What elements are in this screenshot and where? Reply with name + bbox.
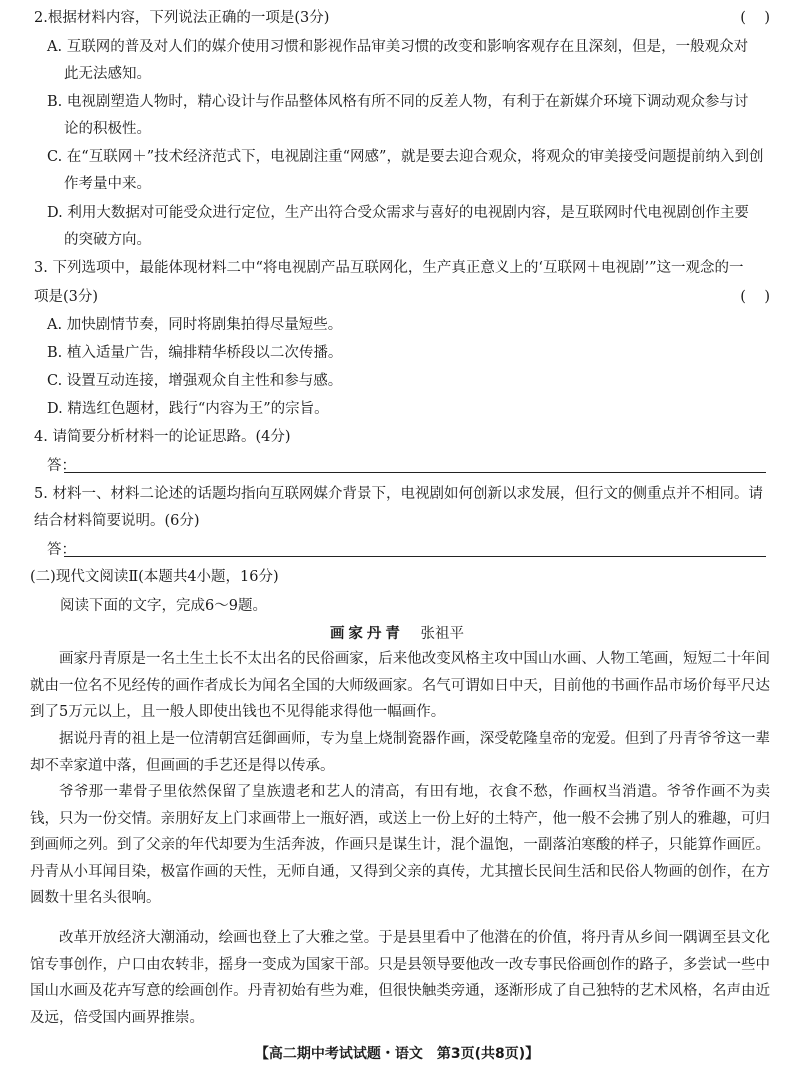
question-5-stem-line1: 5. 材料一、材料二论述的话题均指向互联网媒介背景下，电视剧如何创新以求发展，但行文的侧重点并不相同。请 <box>34 486 763 502</box>
section-2-instruction: 阅读下面的文字，完成6～9题。 <box>60 598 267 614</box>
article-paragraph-3: 爷爷那一辈骨子里依然保留了皇族遗老和艺人的清高，有田有地，衣食不愁，作画权当消遣。爷爷作画不为卖钱，只为一份交情。亲朋好友上门求画带上一瓶好酒，或送上一份上好的土特产，他一般不会拂了别人的雅趣，可归到画师之列。到了父亲的年代却要为生活奔波，作画只是谋生计，混个温饱，一副落泊寒酸的样子，只能算作画匠。丹青从小耳闻目染，极富作画的天性，无师自通，又得到父亲的真传，尤其擅长民间生活和民俗人物画的创作，在方圆数十里名头很响。 <box>30 784 770 907</box>
article-paragraph-4: 改革开放经济大潮涌动，绘画也登上了大雅之堂。于是县里看中了他潜在的价值，将丹青从乡间一隅调至县文化馆专事创作，户口由农转非，摇身一变成为国家干部。只是县领导要他改一改专事民俗画创作的路子，多尝试一些中国山水画及花卉写意的绘画创作。丹青初始有些为难，但很快触类旁通，逐渐形成了自己独特的艺术风格，名声由近及远，倍受国内画界推崇。 <box>30 930 770 1026</box>
q2-option-b-line1: B. 电视剧塑造人物时，精心设计与作品整体风格有所不同的反差人物，有利于在新媒介环境下调动观众参与讨 <box>47 94 749 110</box>
question-3-stem-line2 <box>34 287 770 307</box>
question-3-answer-bracket: ( ) <box>740 289 770 305</box>
page-footer: 【高二期中考试试题・语文 第3页(共8页)】 <box>254 1046 540 1062</box>
q3-option-a: A. 加快剧情节奏，同时将剧集拍得尽量短些。 <box>47 317 343 333</box>
question-5-answer-line[interactable] <box>64 556 766 557</box>
question-4-answer-label: 答： <box>47 458 76 474</box>
question-2-stem <box>34 8 770 28</box>
article-header <box>0 624 794 644</box>
question-2-answer-bracket: ( ) <box>740 10 770 26</box>
article-paragraph-2: 据说丹青的祖上是一位清朝宫廷御画师，专为皇上烧制瓷器作画，深受乾隆皇帝的宠爱。但到了丹青爷爷这一辈却不幸家道中落，但画画的手艺还是得以传承。 <box>30 731 770 774</box>
article-title: 画家丹青 <box>329 625 404 642</box>
q2-option-c-line2: 作考量中来。 <box>64 176 151 192</box>
question-3-text: 项是(3分) <box>34 289 99 305</box>
q2-option-a-line1: A. 互联网的普及对人们的媒介使用习惯和影视作品审美习惯的改变和影响客观存在且深刻，但是，一般观众对 <box>47 39 749 55</box>
question-4-stem: 4. 请简要分析材料一的论证思路。(4分) <box>34 429 291 445</box>
article-author: 张祖平 <box>420 626 465 642</box>
q2-option-c-line1: C. 在“互联网＋”技术经济范式下，电视剧注重“网感”，就是要去迎合观众，将观众的审美接受问题提前纳入到创 <box>47 149 764 165</box>
q3-option-b: B. 植入适量广告，编排精华桥段以二次传播。 <box>47 345 343 361</box>
q3-option-c: C. 设置互动连接，增强观众自主性和参与感。 <box>47 373 343 389</box>
question-5-stem-line2: 结合材料简要说明。(6分) <box>34 513 200 529</box>
question-4-answer-line[interactable] <box>64 472 766 473</box>
q2-option-d-line1: D. 利用大数据对可能受众进行定位，生产出符合受众需求与喜好的电视剧内容，是互联网时代电视剧创作主要 <box>47 205 749 221</box>
q2-option-b-line2: 论的积极性。 <box>64 121 151 137</box>
question-3-stem-line1: 3. 下列选项中，最能体现材料二中“将电视剧产品互联网化，生产真正意义上的‘互联网＋电视剧’”这一观念的一 <box>34 260 744 276</box>
article-paragraph-1: 画家丹青原是一名土生土长不太出名的民俗画家，后来他改变风格主攻中国山水画、人物工笔画，短短二十年间就由一位名不见经传的画作者成长为闻名全国的大师级画家。名气可谓如日中天，目前他的书画作品市场价每平尺达到了5万元以上，且一般人即使出钱也不见得能求得他一幅画作。 <box>30 651 770 721</box>
section-2-heading: (二)现代文阅读Ⅱ(本题共4小题，16分) <box>30 569 279 585</box>
question-2-text: 2.根据材料内容，下列说法正确的一项是(3分) <box>34 10 330 26</box>
question-5-answer-label: 答： <box>47 542 76 558</box>
q3-option-d: D. 精选红色题材，践行“内容为王”的宗旨。 <box>47 401 329 417</box>
q2-option-a-line2: 此无法感知。 <box>64 66 151 82</box>
q2-option-d-line2: 的突破方向。 <box>64 232 151 248</box>
